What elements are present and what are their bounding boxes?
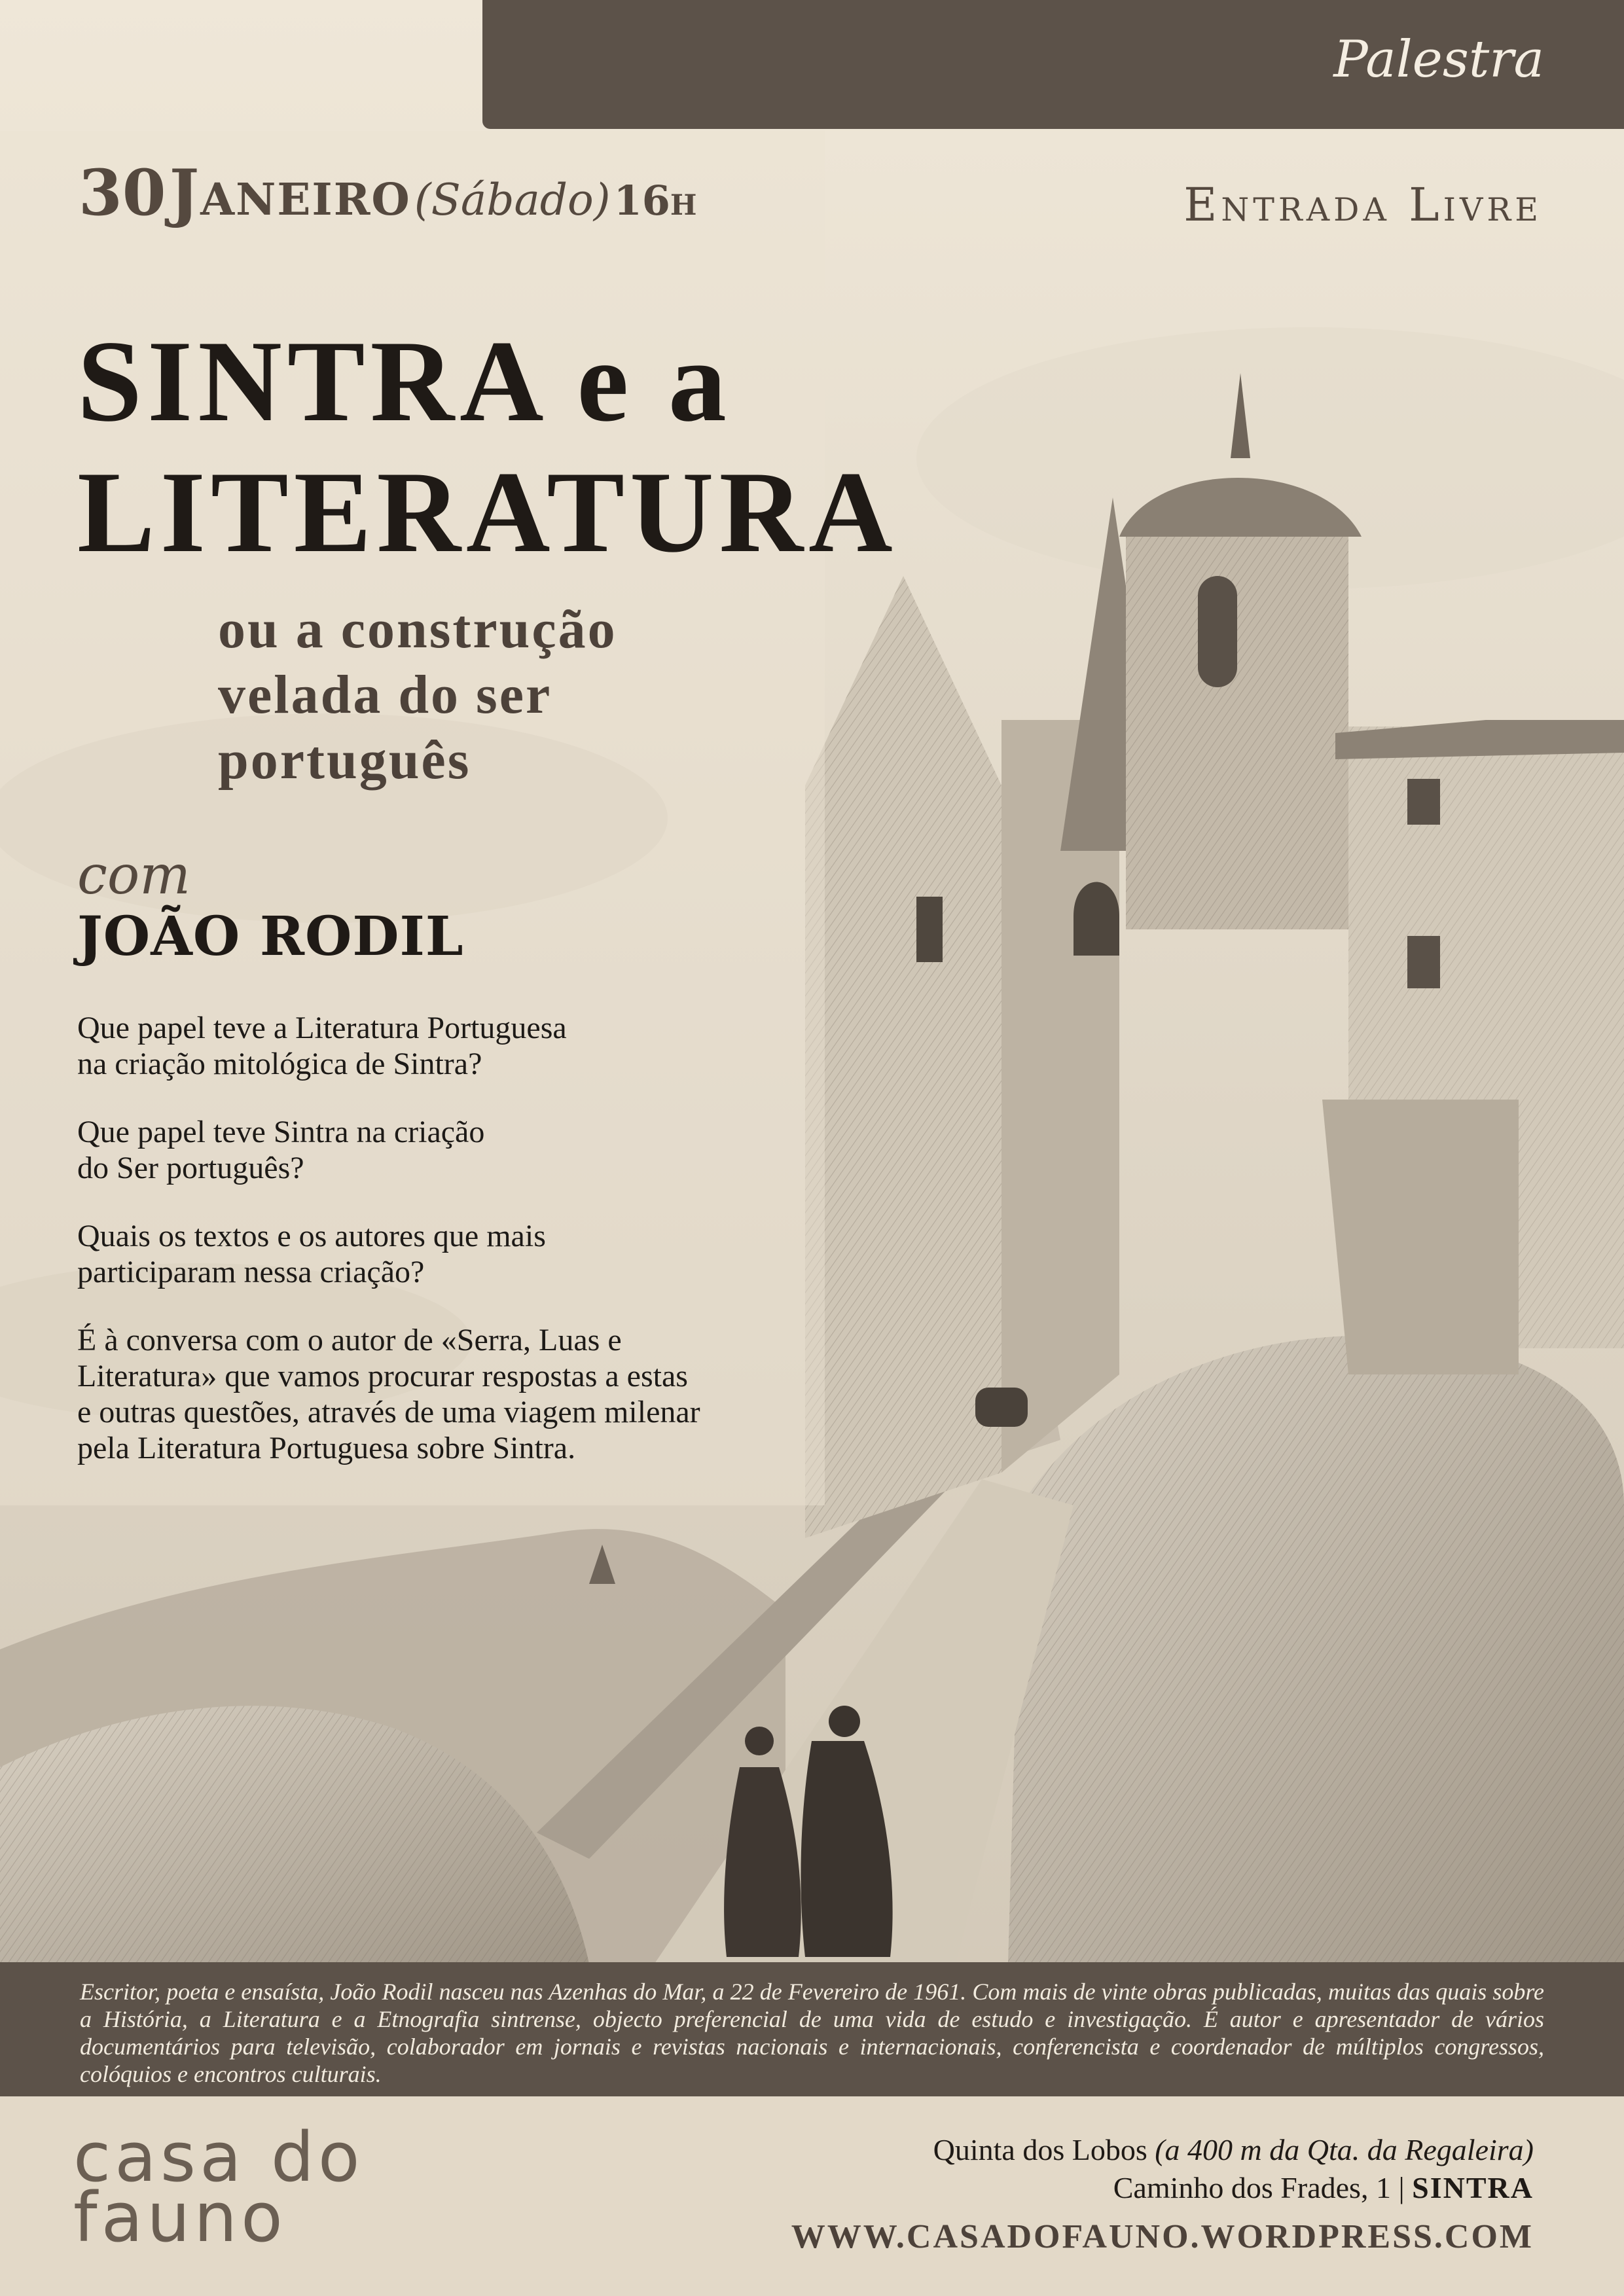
question-paragraph xyxy=(77,1322,810,1466)
event-day: 30 xyxy=(79,156,166,230)
question-line: participaram nessa criação? xyxy=(77,1255,425,1289)
venue-separator: | xyxy=(1398,2171,1405,2204)
event-time: 16h xyxy=(613,177,697,224)
question-line: É à conversa com o autor de «Serra, Luas e xyxy=(77,1323,622,1357)
category-label: Palestra xyxy=(1333,30,1544,89)
main-title-line-2: LITERATURA xyxy=(77,447,898,577)
venue-town: SINTRA xyxy=(1412,2171,1534,2204)
speaker-bio: Escritor, poeta e ensaísta, João Rodil nasceu nas Azenhas do Mar, a 22 de Fevereiro de 1961. Com mais de vinte obras publicadas, muitas das quais sobre a História, a Literatura e a Etnografia sintrense, objecto preferencial de uma vida de estudo e investigação. É autor e apresentador de vários documentários para televisão, colaborador em jornais e revistas nacionais e internacionais, conferencista e coordenador de múltiplos congressos, colóquios e encontros culturais. xyxy=(80,1979,1544,2087)
event-month: Janeiro xyxy=(169,156,411,230)
subtitle-line: ou a construção xyxy=(218,599,617,660)
venue-note: (a 400 m da Qta. da Regaleira) xyxy=(1155,2133,1534,2166)
venue-street: Caminho dos Frades, 1 xyxy=(1113,2171,1391,2204)
speaker-intro: com xyxy=(77,844,191,906)
question-line: Literatura» que vamos procurar respostas a estas xyxy=(77,1359,688,1393)
question-line: pela Literatura Portuguesa sobre Sintra. xyxy=(77,1431,576,1465)
logo-line-1: casa do xyxy=(73,2117,364,2197)
website-link[interactable]: WWW.CASADOFAUNO.WORDPRESS.COM xyxy=(791,2218,1534,2255)
main-title xyxy=(77,315,928,577)
question-paragraph xyxy=(77,1010,810,1082)
venue-address xyxy=(933,2131,1534,2207)
question-line: Que papel teve Sintra na criação xyxy=(77,1115,485,1149)
entry-label: Entrada Livre xyxy=(1183,178,1542,232)
logo-line-2: fauno xyxy=(73,2178,287,2257)
event-weekday: (Sábado) xyxy=(414,175,611,225)
question-line: e outras questões, através de uma viagem milenar xyxy=(77,1395,700,1429)
subtitle xyxy=(218,597,807,793)
venue-line-1 xyxy=(933,2131,1534,2169)
main-title-line-1: SINTRA e a xyxy=(77,316,732,446)
question-line: na criação mitológica de Sintra? xyxy=(77,1047,482,1081)
casa-do-fauno-logo xyxy=(73,2117,364,2257)
venue-line-2 xyxy=(933,2169,1534,2207)
venue-name: Quinta dos Lobos xyxy=(933,2133,1147,2166)
question-line: Que papel teve a Literatura Portuguesa xyxy=(77,1011,567,1045)
question-paragraph xyxy=(77,1218,810,1290)
subtitle-line: português xyxy=(218,730,471,791)
speaker-name: JOÃO RODIL xyxy=(77,905,464,968)
bio-banner xyxy=(0,1962,1624,2096)
questions-block xyxy=(77,1010,810,1498)
event-date xyxy=(79,156,697,230)
category-banner xyxy=(482,0,1624,129)
question-line: do Ser português? xyxy=(77,1151,304,1185)
question-paragraph xyxy=(77,1114,810,1186)
question-line: Quais os textos e os autores que mais xyxy=(77,1219,546,1253)
subtitle-line: velada do ser xyxy=(218,664,552,725)
